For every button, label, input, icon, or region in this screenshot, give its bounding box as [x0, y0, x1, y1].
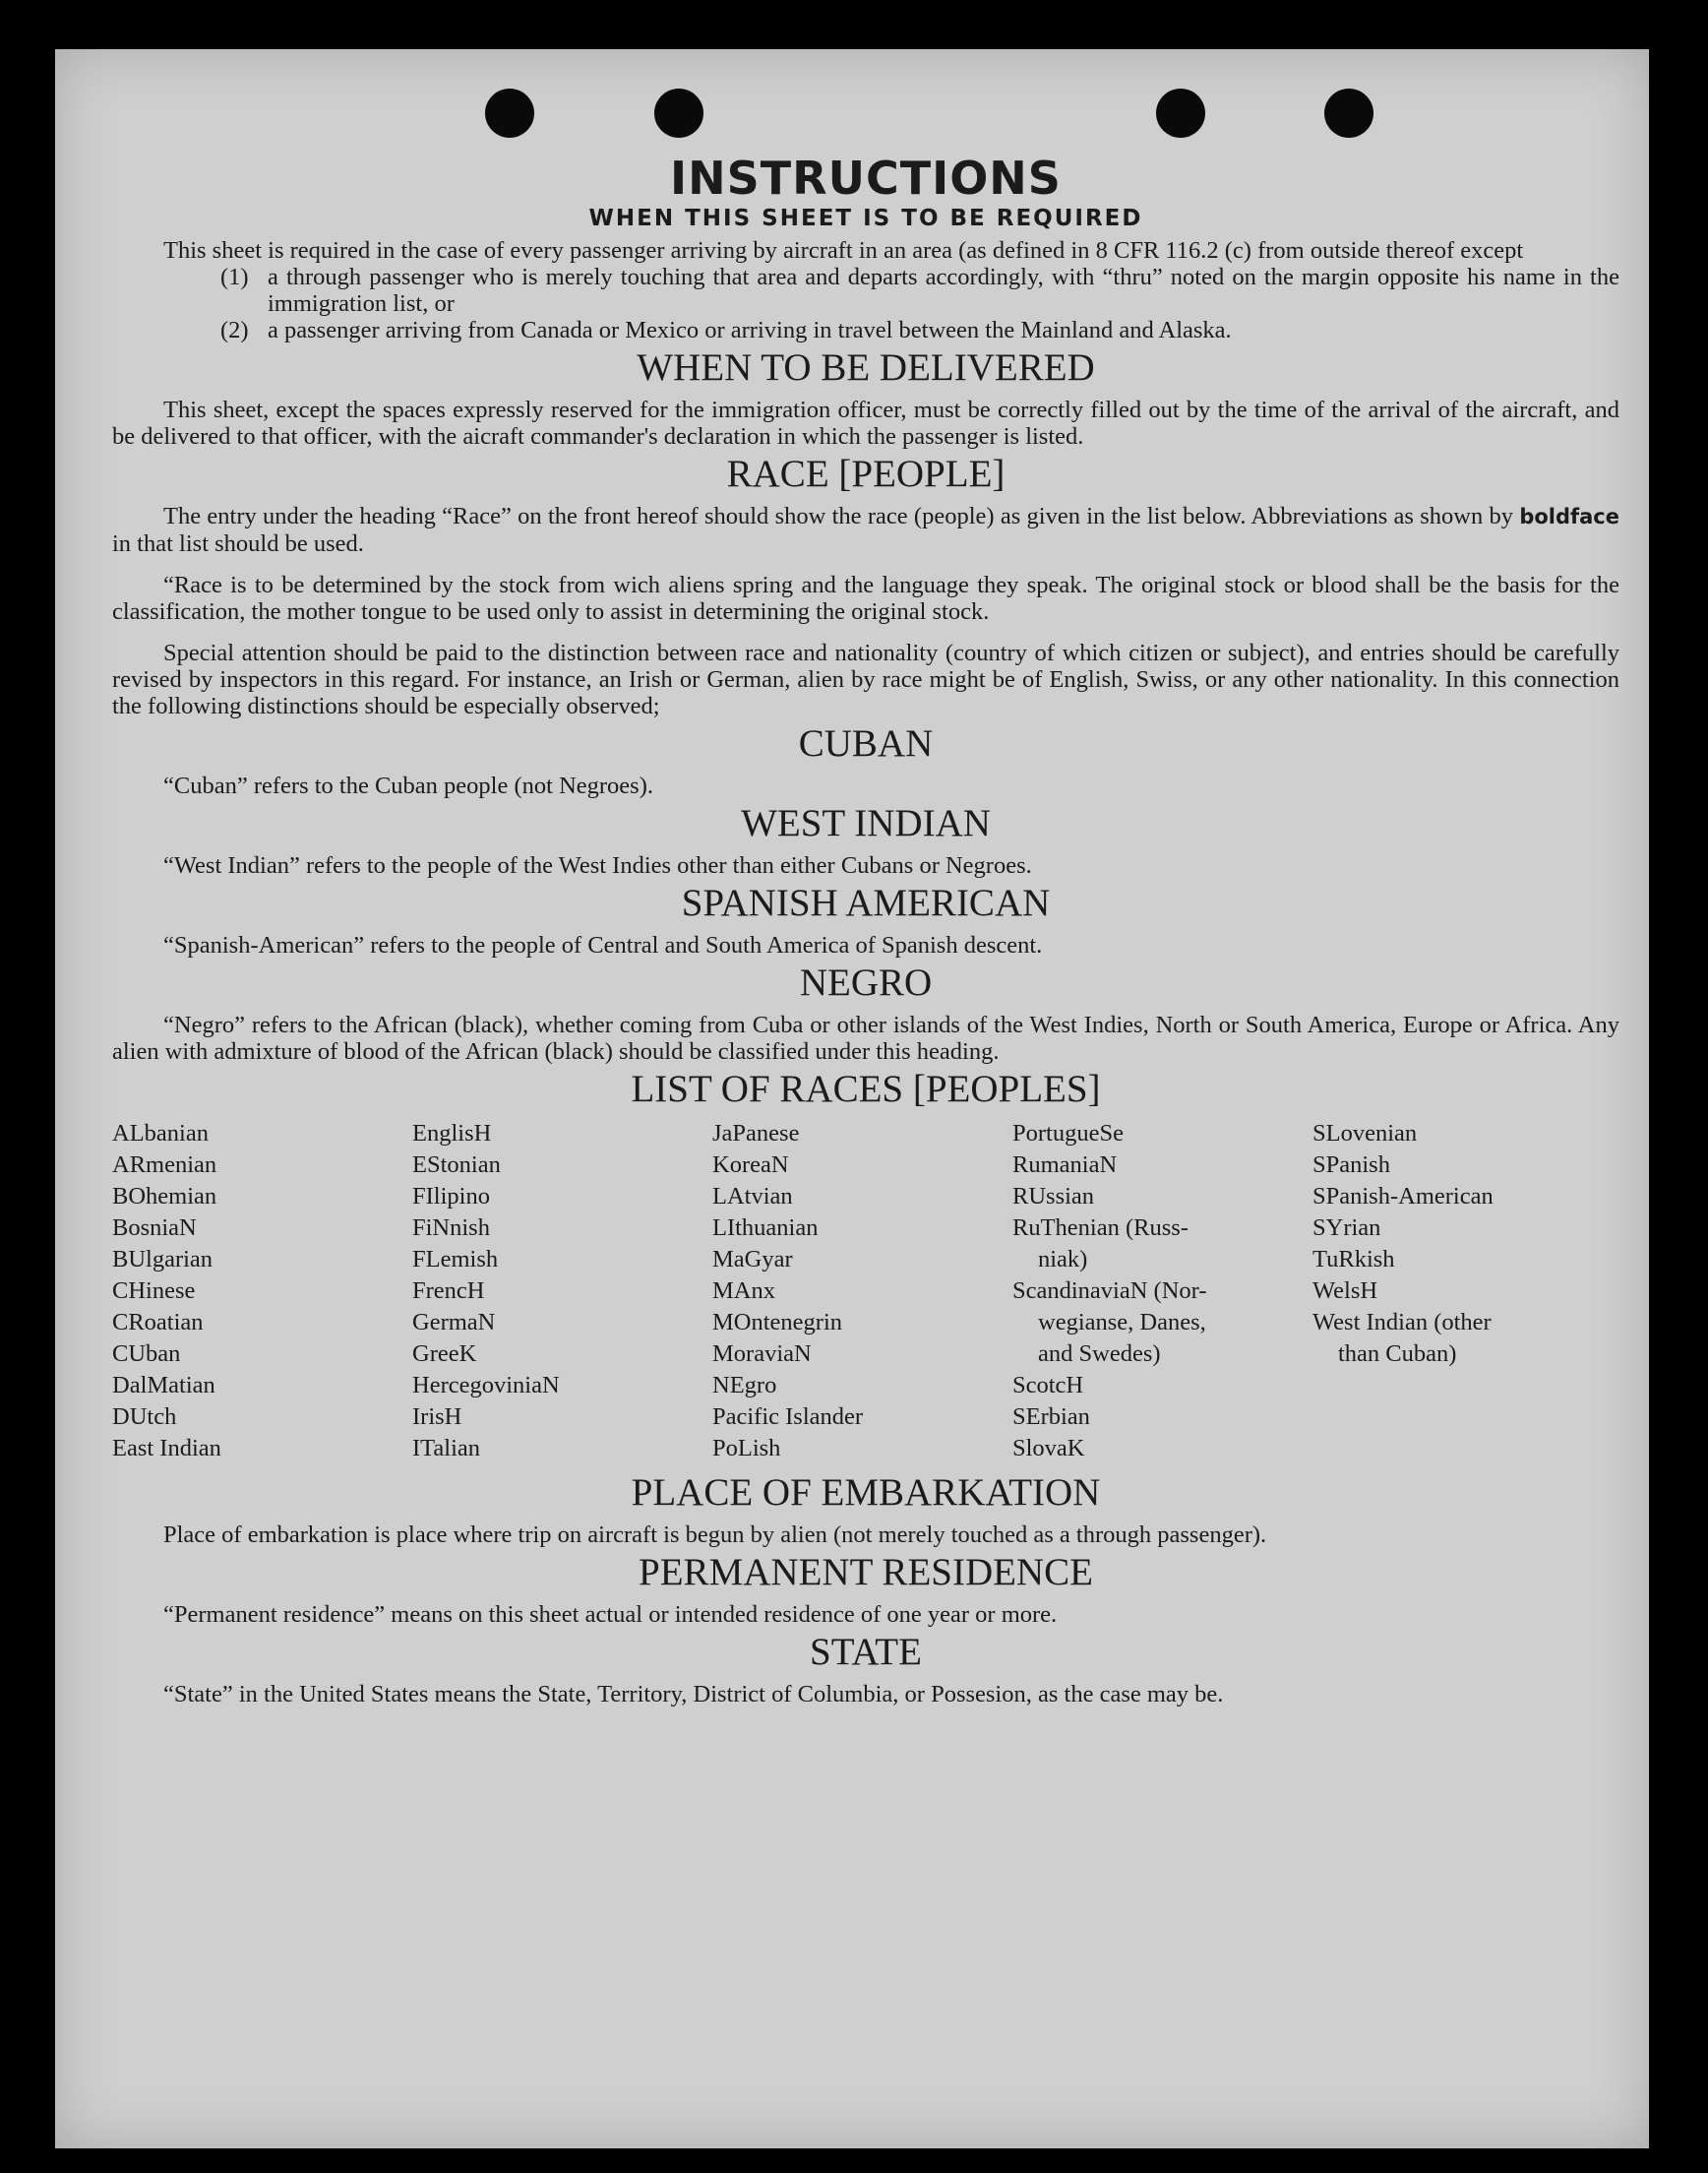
- punch-hole: [485, 89, 534, 138]
- race-entry: ScandinaviaN (Nor-: [1012, 1277, 1207, 1304]
- race-entry: SPanish: [1312, 1151, 1390, 1178]
- section-heading-spanish-american: SPANISH AMERICAN: [681, 882, 1051, 924]
- race-entry: WelsH: [1312, 1277, 1378, 1304]
- race-entry: SErbian: [1012, 1403, 1090, 1430]
- punch-hole: [1324, 89, 1373, 138]
- race-entry: RumaniaN: [1012, 1151, 1118, 1178]
- section-heading-west-indian: WEST INDIAN: [741, 802, 991, 844]
- race-entry: TuRkish: [1312, 1246, 1395, 1273]
- race-entry: IrisH: [412, 1403, 462, 1430]
- race-entry: LAtvian: [712, 1183, 793, 1210]
- exception-item: [112, 317, 1619, 343]
- race-entry: MoraviaN: [712, 1340, 812, 1367]
- race-entry: Pacific Islander: [712, 1403, 864, 1430]
- races-list: [112, 1118, 1619, 1464]
- race-entry: ITalian: [412, 1435, 481, 1461]
- cuban-paragraph: “Cuban” refers to the Cuban people (not Negroes).: [163, 773, 653, 799]
- races-column: [712, 1118, 1012, 1464]
- exception-number: (1): [220, 264, 249, 290]
- races-column: [412, 1118, 712, 1464]
- exception-number: (2): [220, 317, 249, 343]
- section-heading-state: STATE: [810, 1631, 922, 1673]
- race-entry: ARmenian: [112, 1151, 217, 1178]
- races-column: [1312, 1118, 1619, 1464]
- page-subtitle: WHEN THIS SHEET IS TO BE REQUIRED: [588, 206, 1143, 231]
- race-entry: ScotcH: [1012, 1372, 1084, 1398]
- race-entry: SPanish-American: [1312, 1183, 1494, 1210]
- section-heading-negro: NEGRO: [799, 962, 933, 1004]
- exception-item: [112, 264, 1619, 317]
- section-heading-cuban: CUBAN: [798, 722, 934, 765]
- race-entry: MOntenegrin: [712, 1309, 842, 1335]
- spanish-american-paragraph: “Spanish-American” refers to the people of Central and South America of Spanish descent.: [163, 932, 1043, 959]
- race-entry: FiNnish: [412, 1214, 490, 1241]
- race-entry: HercegoviniaN: [412, 1372, 560, 1398]
- race-entry: SlovaK: [1012, 1435, 1085, 1461]
- race-entry: niak): [1038, 1246, 1088, 1273]
- race-entry: BosniaN: [112, 1214, 197, 1241]
- race-entry: GermaN: [412, 1309, 496, 1335]
- residence-paragraph: “Permanent residence” means on this sheet actual or intended residence of one year or more.: [163, 1601, 1058, 1628]
- race-entry: JaPanese: [712, 1120, 800, 1147]
- race-entry: LIthuanian: [712, 1214, 819, 1241]
- section-heading-delivered: WHEN TO BE DELIVERED: [637, 346, 1095, 389]
- document-sheet: [55, 49, 1649, 2148]
- race-entry: RUssian: [1012, 1183, 1095, 1210]
- race-paragraph-1: The entry under the heading “Race” on the front hereof should show the race (people) as given in the list below. Abbreviations as shown by boldface in that list should be used.: [112, 503, 1620, 557]
- race-entry: PoLish: [712, 1435, 781, 1461]
- race-entry: EnglisH: [412, 1120, 492, 1147]
- punch-hole: [654, 89, 703, 138]
- race-entry: wegianse, Danes,: [1038, 1309, 1206, 1335]
- boldface-word: boldface: [1519, 505, 1620, 528]
- exception-text: a passenger arriving from Canada or Mexico or arriving in travel between the Mainland and Alaska.: [268, 317, 1232, 343]
- race-entry: PortugueSe: [1012, 1120, 1124, 1147]
- race-entry: FLemish: [412, 1246, 499, 1273]
- exception-text: a through passenger who is merely touching that area and departs accordingly, with “thru” noted on the margin opposite his name in the immigration list, or: [268, 264, 1619, 317]
- race-entry: CUban: [112, 1340, 181, 1367]
- race-entry: SLovenian: [1312, 1120, 1418, 1147]
- race-entry: DUtch: [112, 1403, 177, 1430]
- race-entry: FrencH: [412, 1277, 485, 1304]
- race-entry: East Indian: [112, 1435, 221, 1461]
- race-entry: FIlipino: [412, 1183, 490, 1210]
- race-entry: CHinese: [112, 1277, 196, 1304]
- race-paragraph-3: Special attention should be paid to the distinction between race and nationality (country of which citizen or subject), and entries should be carefully revised by inspectors in this regard. For instance, an Irish or German, alien by race might be of English, Swiss, or any other nationality. In this connection the following distinctions should be especially observed;: [112, 640, 1619, 719]
- embarkation-paragraph: Place of embarkation is place where trip on aircraft is begun by alien (not merely touched as a through passenger).: [163, 1521, 1267, 1548]
- race-entry: BUlgarian: [112, 1246, 214, 1273]
- punch-hole: [1156, 89, 1205, 138]
- race-entry: EStonian: [412, 1151, 501, 1178]
- intro-paragraph: This sheet is required in the case of every passenger arriving by aircraft in an area (as defined in 8 CFR 116.2 (c) from outside thereof except: [163, 237, 1524, 264]
- race-entry: SYrian: [1312, 1214, 1381, 1241]
- race-entry: MaGyar: [712, 1246, 793, 1273]
- race-entry: than Cuban): [1338, 1340, 1457, 1367]
- races-column: [1012, 1118, 1312, 1464]
- race-entry: ALbanian: [112, 1120, 209, 1147]
- section-heading-embarkation: PLACE OF EMBARKATION: [631, 1471, 1101, 1514]
- instructions-content: [112, 153, 1619, 1707]
- page-title: INSTRUCTIONS: [670, 152, 1062, 205]
- race-entry: RuThenian (Russ-: [1012, 1214, 1189, 1241]
- west-indian-paragraph: “West Indian” refers to the people of the West Indies other than either Cubans or Negroes.: [163, 852, 1032, 879]
- race-entry: and Swedes): [1038, 1340, 1161, 1367]
- section-heading-race: RACE [PEOPLE]: [726, 453, 1006, 495]
- races-column: [112, 1118, 412, 1464]
- race-entry: KoreaN: [712, 1151, 789, 1178]
- race-entry: West Indian (other: [1312, 1309, 1492, 1335]
- negro-paragraph: “Negro” refers to the African (black), whether coming from Cuba or other islands of the West Indies, North or South America, Europe or Africa. Any alien with admixture of blood of the African (black) should be classified under this heading.: [112, 1012, 1619, 1065]
- section-heading-list-of-races: LIST OF RACES [PEOPLES]: [631, 1068, 1101, 1110]
- delivered-paragraph: This sheet, except the spaces expressly reserved for the immigration officer, must be correctly filled out by the time of the arrival of the aircraft, and be delivered to that officer, with the aicraft commander's declaration in which the passenger is listed.: [112, 397, 1619, 450]
- race-entry: DalMatian: [112, 1372, 215, 1398]
- race-paragraph-2: “Race is to be determined by the stock from wich aliens spring and the language they speak. The original stock or blood shall be the basis for the classification, the mother tongue to be used only to assist in determining the original stock.: [112, 572, 1619, 625]
- state-paragraph: “State” in the United States means the State, Territory, District of Columbia, or Possesion, as the case may be.: [163, 1681, 1224, 1707]
- race-entry: CRoatian: [112, 1309, 204, 1335]
- race-entry: MAnx: [712, 1277, 775, 1304]
- section-heading-residence: PERMANENT RESIDENCE: [639, 1551, 1093, 1593]
- race-entry: BOhemian: [112, 1183, 217, 1210]
- race-entry: GreeK: [412, 1340, 477, 1367]
- race-entry: NEgro: [712, 1372, 777, 1398]
